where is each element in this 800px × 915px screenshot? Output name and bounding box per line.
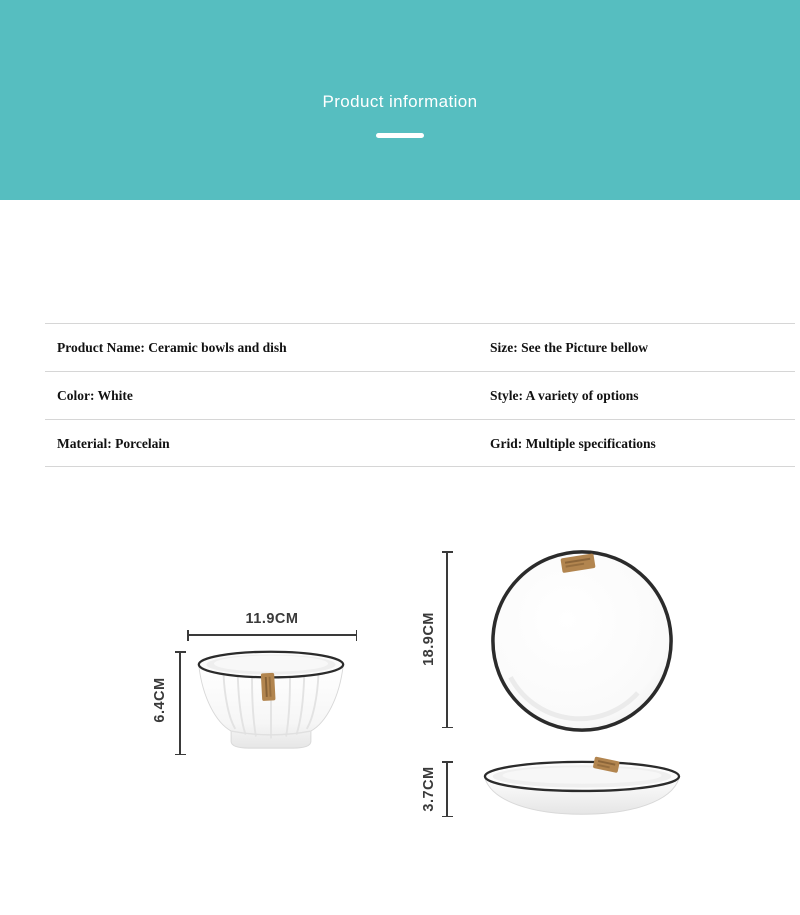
spec-product-name: Product Name: Ceramic bowls and dish [57,340,287,355]
spec-grid: Grid: Multiple specifications [490,436,656,451]
bowl-height-label: 6.4CM [152,677,168,723]
dish-side-image [479,757,685,823]
dish-height-label: 3.7CM [421,766,437,812]
bowl-image [195,650,347,757]
spec-color: Color: White [57,388,133,403]
bowl-width-label: 11.9CM [245,611,299,627]
page-title: Product information [322,92,478,111]
spec-style: Style: A variety of options [490,388,639,403]
plate-diameter-label: 18.9CM [421,612,437,666]
brand-tag-icon [261,673,276,701]
plate-diameter-dimension-line [446,551,448,728]
bowl-height-dimension-line [179,651,181,755]
bowl-width-dimension-line [187,634,357,636]
dish-height-dimension-line [446,761,448,817]
spec-size: Size: See the Picture bellow [490,340,648,355]
plate-top-image [489,548,675,734]
spec-material: Material: Porcelain [57,436,170,451]
